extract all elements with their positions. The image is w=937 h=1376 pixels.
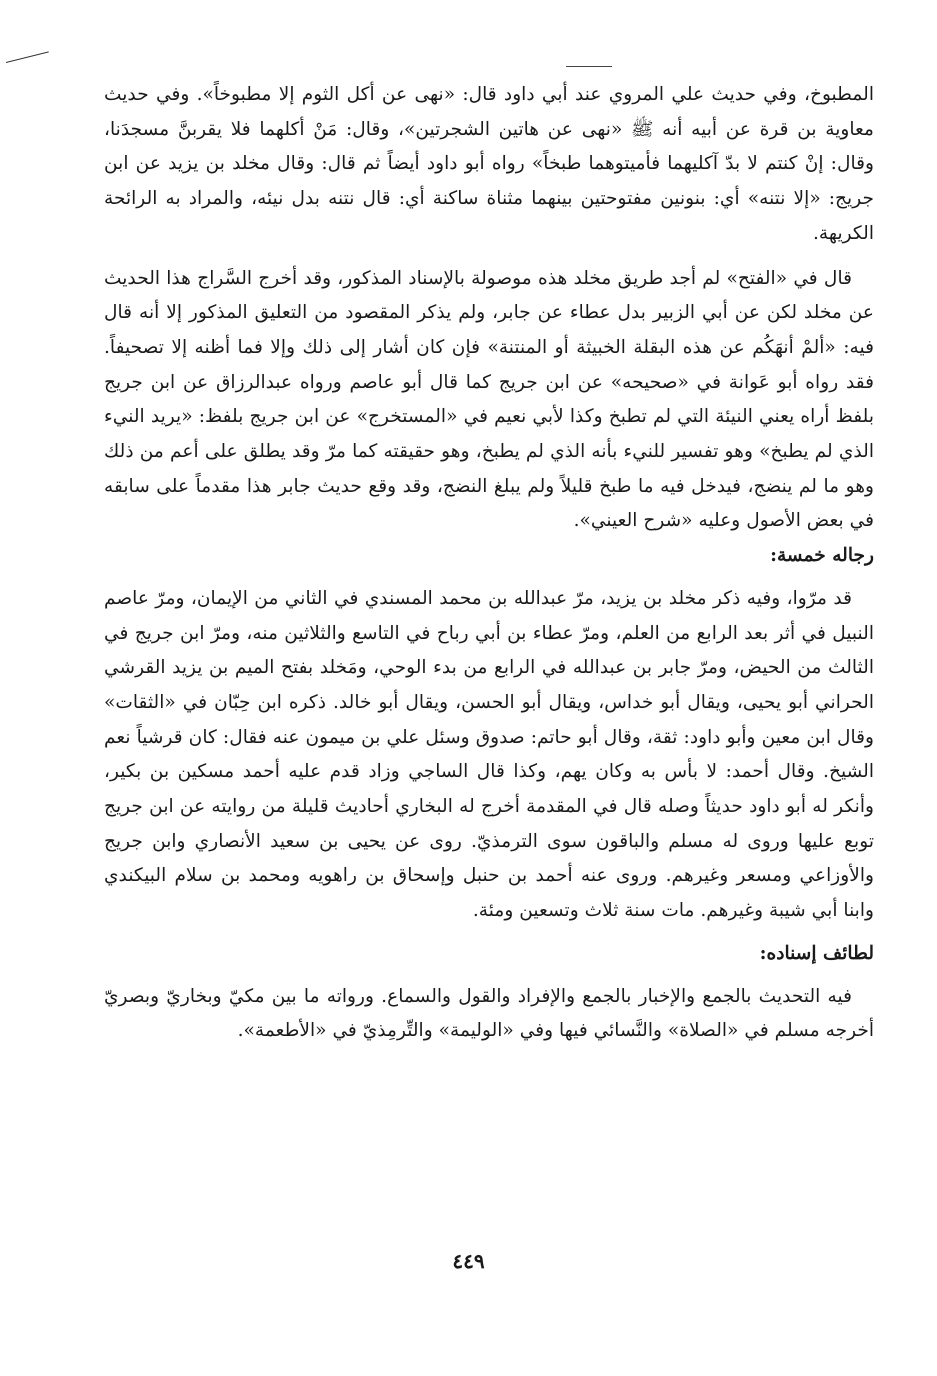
page-body (104, 78, 874, 1049)
paragraph-fath: قال في «الفتح» لم أجد طريق مخلد هذه موصولة بالإسناد المذكور، وقد أخرج السَّراج هذا الحديث عن مخلد لكن عن أبي الزبير بدل عطاء عن جابر، ولم يذكر المقصود من التعليق المذكور إلا أنه قال فيه: «ألمْ أنهَكُم عن هذه البقلة الخبيثة أو المنتنة» فإن كان أشار إلى ذلك وإلا فما أظنه إلا تصحيفاً. فقد رواه أبو عَوانة في «صحيحه» عن ابن جريج كما قال أبو عاصم ورواه عبدالرزاق عن ابن جريج بلفظ أراه يعني النيئة التي لم تطبخ وكذا لأبي نعيم في «المستخرج» عن ابن جريج بلفظ: «يريد النيء الذي لم يطبخ» وهو تفسير للنيء بأنه الذي لم يطبخ، وهو حقيقته كما مرّ وقد يطلق على أعم من ذلك وهو ما لم ينضج، فيدخل فيه ما طبخ قليلاً ولم يبلغ النضج، وقد وقع حديث جابر هذا مقدماً على سابقه في بعض الأصول وعليه «شرح العيني». (104, 267, 874, 532)
heading-rijal: رجاله خمسة: (770, 545, 874, 567)
paragraph-hadith-ali: المطبوخ، وفي حديث علي المروي عند أبي داود قال: «نهى عن أكل الثوم إلا مطبوخاً». وفي حديث معاوية بن قرة عن أبيه أنه ﷺ «نهى عن هاتين الشجرتين»، وقال: مَنْ أكلهما فلا يقربنَّ مسجدَنا، وقال: إنْ كنتم لا بدّ آكليهما فأميتوهما طبخاً» رواه أبو داود أيضاً ثم قال: وقال مخلد بن يزيد عن ابن جريج: «إلا نتنه» أي: بنونين مفتوحتين بينهما مثناة ساكنة أي: قال نتنه بدل نيئه، والمراد به الرائحة الكريهة. (104, 84, 874, 244)
scan-edge-mark (6, 51, 49, 63)
paragraph-rijal: قد مرّوا، وفيه ذكر مخلد بن يزيد، مرّ عبدالله بن محمد المسندي في الثاني من الإيمان، ومرّ عاصم النبيل في أثر بعد الرابع من العلم، ومرّ عطاء بن أبي رباح في التاسع والثلاثين منه، ومرّ ابن جريج في الثالث من الحيض، ومرّ جابر بن عبدالله في الرابع من بدء الوحي، ومَخلد بفتح الميم بن يزيد القرشي الحراني أبو يحيى، ويقال أبو خداس، ويقال أبو الحسن، ويقال أبو خالد. ذكره ابن حِبّان في «الثقات» وقال ابن معين وأبو داود: ثقة، وقال أبو حاتم: صدوق وسئل علي بن ميمون عنه فقال: كان قرشياً نعم الشيخ. وقال أحمد: لا بأس به وكان يهم، وكذا قال الساجي وزاد قدم عليه أحمد مسكين بن بكير، وأنكر له أبو داود حديثاً وصله قال في المقدمة أخرج له البخاري أحاديث قليلة من روايته عن ابن جريج توبع عليها وروى له مسلم والباقون سوى الترمذيّ. روى عن يحيى بن سعيد الأنصاري وابن جريج والأوزاعي ومسعر وغيرهم. وروى عنه أحمد بن حنبل وإسحاق بن راهويه ومحمد بن سلام البيكندي وابنا أبي شيبة وغيرهم. مات سنة ثلاث وتسعين ومئة. (104, 587, 874, 922)
page-number: ٤٤٩ (452, 1249, 485, 1273)
paragraph-lataif: فيه التحديث بالجمع والإخبار بالجمع والإفراد والقول والسماع. ورواته ما بين مكيّ وبخاريّ وبصريّ أخرجه مسلم في «الصلاة» والنَّسائي فيها وفي «الوليمة» والتِّرمِذيّ في «الأطعمة». (104, 985, 874, 1042)
heading-lataif: لطائف إسناده: (759, 942, 874, 964)
header-rule (566, 66, 612, 67)
